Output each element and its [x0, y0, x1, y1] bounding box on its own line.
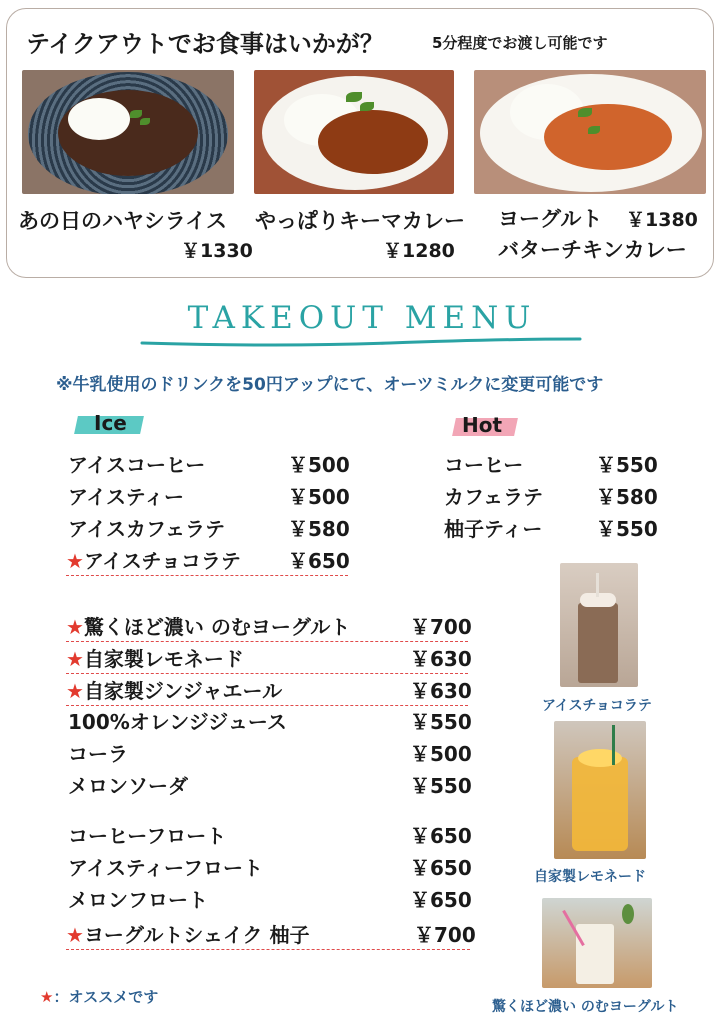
item-drinkable-yogurt-price: ￥700: [410, 615, 472, 639]
item-homemade-ginger-ale: ★自家製ジンジャエール: [66, 679, 283, 703]
recommend-star-icon: ★: [66, 647, 84, 671]
keema-curry-photo: [254, 70, 454, 194]
item-melon-soda-price: ￥550: [410, 774, 472, 798]
takeout-title: テイクアウトでお食事はいかが？: [26, 30, 384, 58]
recommend-underline: [66, 705, 468, 706]
takeout-subtitle: 5分程度でお渡し可能です: [432, 34, 608, 52]
dish-1-price: ￥1330: [181, 240, 253, 262]
ice-section-label: Ice: [94, 411, 127, 435]
recommend-underline: [66, 575, 348, 576]
recommend-legend: ★：オススメです: [40, 988, 159, 1006]
drinkable-yogurt-caption: 驚くほど濃い のむヨーグルト: [492, 999, 679, 1015]
butter-chicken-curry-photo: [474, 70, 706, 194]
dish-3-price: ￥1380: [626, 209, 698, 231]
item-orange-juice: 100%オレンジジュース: [68, 710, 287, 734]
dish-2-price: ￥1280: [383, 240, 455, 262]
ice-item-iced-cafe-latte-price: ￥580: [288, 517, 350, 541]
dish-3-name-line2: バターチキンカレー: [498, 238, 687, 262]
item-coffee-float-price: ￥650: [410, 824, 472, 848]
chocolate-latte-caption: アイスチョコラテ: [542, 698, 652, 714]
item-melon-float: メロンフロート: [68, 888, 208, 912]
hayashi-rice-photo: [22, 70, 234, 194]
recommend-star-icon: ★: [40, 988, 54, 1006]
item-drinkable-yogurt: ★驚くほど濃い のむヨーグルト: [66, 615, 351, 639]
item-yuzu-yogurt-shake-price: ￥700: [414, 923, 476, 947]
recommend-star-icon: ★: [66, 679, 84, 703]
item-homemade-lemonade: ★自家製レモネード: [66, 647, 244, 671]
item-cola-price: ￥500: [410, 742, 472, 766]
recommend-star-icon: ★: [66, 923, 84, 947]
item-yuzu-yogurt-shake: ★ヨーグルトシェイク 柚子: [66, 923, 310, 947]
lemonade-photo: [554, 721, 646, 859]
recommend-underline: [66, 673, 468, 674]
drinkable-yogurt-photo: [542, 898, 652, 988]
hot-item-cafe-latte: カフェラテ: [444, 485, 543, 509]
hot-item-yuzu-tea-price: ￥550: [596, 517, 658, 541]
hot-item-yuzu-tea: 柚子ティー: [444, 517, 543, 541]
ice-item-iced-tea-price: ￥500: [288, 485, 350, 509]
item-melon-float-price: ￥650: [410, 888, 472, 912]
item-coffee-float: コーヒーフロート: [68, 824, 227, 848]
ice-item-iced-chocolate-latte-price: ￥650: [288, 549, 350, 573]
oat-milk-notice: ※牛乳使用のドリンクを50円アップにて、オーツミルクに変更可能です: [56, 375, 604, 395]
ice-item-iced-cafe-latte: アイスカフェラテ: [68, 517, 225, 541]
dish-3-name-line1: ヨーグルト: [498, 207, 603, 231]
hot-section-label: Hot: [462, 413, 503, 437]
item-homemade-ginger-ale-price: ￥630: [410, 679, 472, 703]
hot-item-coffee: コーヒー: [444, 453, 524, 477]
heading-underline: [140, 327, 584, 351]
item-homemade-lemonade-price: ￥630: [410, 647, 472, 671]
ice-item-iced-coffee: アイスコーヒー: [68, 453, 206, 477]
ice-item-iced-chocolate-latte: ★アイスチョコラテ: [66, 549, 241, 573]
takeout-menu-heading: TAKEOUT MENU: [187, 300, 537, 336]
dish-2-name: やっぱりキーマカレー: [255, 209, 465, 233]
hot-item-cafe-latte-price: ￥580: [596, 485, 658, 509]
dish-1-name: あの日のハヤシライス: [18, 209, 227, 233]
ice-item-iced-tea: アイスティー: [68, 485, 184, 509]
recommend-star-icon: ★: [66, 549, 84, 573]
chocolate-latte-photo: [560, 563, 638, 687]
recommend-underline: [66, 949, 470, 950]
recommend-underline: [66, 641, 468, 642]
item-iced-tea-float-price: ￥650: [410, 856, 472, 880]
lemonade-caption: 自家製レモネード: [534, 869, 646, 885]
ice-item-iced-coffee-price: ￥500: [288, 453, 350, 477]
item-orange-juice-price: ￥550: [410, 710, 472, 734]
recommend-star-icon: ★: [66, 615, 84, 639]
item-melon-soda: メロンソーダ: [68, 774, 188, 798]
item-cola: コーラ: [68, 742, 128, 766]
item-iced-tea-float: アイスティーフロート: [68, 856, 263, 880]
hot-item-coffee-price: ￥550: [596, 453, 658, 477]
